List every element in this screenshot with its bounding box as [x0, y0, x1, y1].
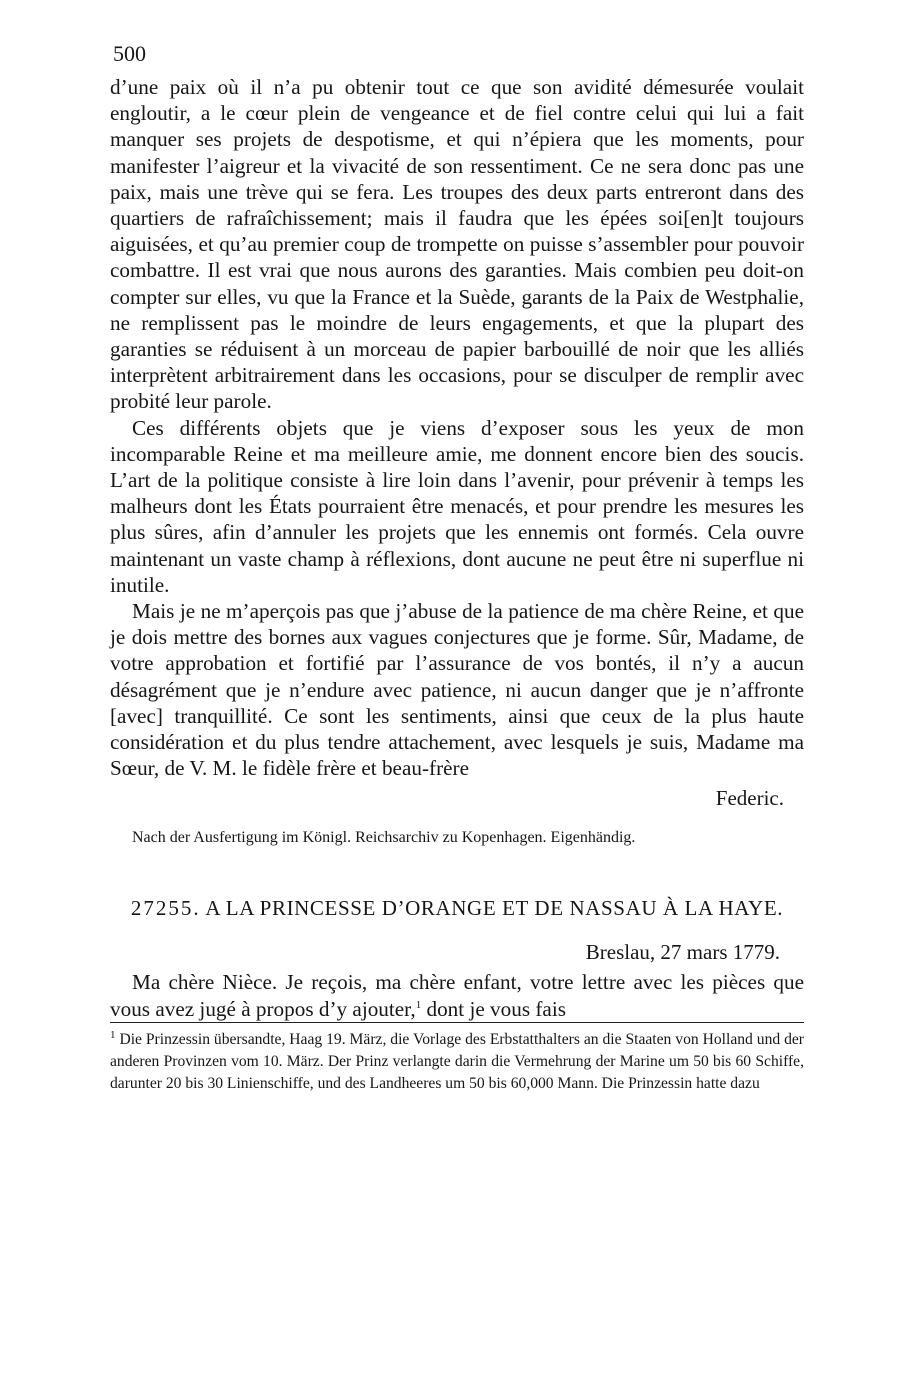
paragraph-2: Ces différents objets que je viens d’exposer sous les yeux de mon incomparable Reine et ma meilleure amie, me donnent encore bien des soucis. L’art de la politique consiste à lire loin dans l’avenir, pour prévenir à temps les malheurs dont les États pourraient être menacés, et pour prendre les mesures les plus sûres, afin d’annuler les projets que les ennemis ont formés. Cela ouvre maintenant un vaste champ à réflexions, dont aucune ne peut être ni superflue ni inutile.: [110, 415, 804, 597]
footnote-text: Die Prinzessin übersandte, Haag 19. März, die Vorlage des Erbstatthalters an die Staaten von Holland und der anderen Provinzen vom 10. März. Der Prinz verlangte darin die Vermehrung der Marine um 50 bis 60 Schiffe, darunter 20 bis 30 Linienschiffe, und des Landheeres um 50 bis 60,000 Mann. Die Prinzessin hatte dazu: [110, 1030, 804, 1092]
footnote-divider: [110, 1022, 804, 1023]
letter-opening: [110, 969, 804, 1021]
letter-opening-continuation: dont je vous fais: [421, 996, 566, 1021]
footnote-reference: 1: [415, 998, 422, 1011]
signature: Federic.: [715, 786, 784, 811]
dateline: Breslau, 27 mars 1779.: [585, 940, 780, 965]
footnote-marker: 1: [110, 1028, 116, 1041]
letter-heading: [110, 895, 804, 921]
paragraph-1: d’une paix où il n’a pu obtenir tout ce que son avidité démesurée voulait engloutir, a le cœur plein de vengeance et de fiel contre celui qui lui a fait manquer ses projets de despotisme, et qui n’épiera que les moments, pour manifester l’aigreur et la vivacité de son ressentiment. Ce ne sera donc pas une paix, mais une trève qui se fera. Les troupes des deux parts entreront dans des quartiers de rafraîchissement; mais il faudra que les épées soi[en]t toujours aiguisées, et qu’au premier coup de trompette on puisse s’assembler pour pouvoir combattre. Il est vrai que nous aurons des garanties. Mais combien peu doit-on compter sur elles, vu que la France et la Suède, garants de la Paix de Westphalie, ne remplissent pas le moindre de leurs engagements, et que la plupart des garanties se réduisent à un morceau de papier barbouillé de noir que les alliés interprètent arbitrairement dans les occasions, pour se disculper de remplir avec probité leur parole.: [110, 75, 804, 414]
source-note: Nach der Ausfertigung im Königl. Reichsarchiv zu Kopenhagen. Eigenhändig.: [132, 829, 636, 847]
letter-number: 27255.: [130, 896, 201, 921]
letter-recipient: A LA PRINCESSE D’ORANGE ET DE NASSAU À LA HAYE.: [205, 896, 784, 921]
letter-opening-text: Ma chère Nièce. Je reçois, ma chère enfant, votre lettre avec les pièces que vous avez jugé à propos d’y ajouter,: [110, 970, 804, 1021]
document-page: [110, 40, 804, 1095]
paragraph-3: Mais je ne m’aperçois pas que j’abuse de la patience de ma chère Reine, et que je dois mettre des bornes aux vagues conjectures que je forme. Sûr, Madame, de votre approbation et fortifié par l’assurance de vos bontés, il n’y a aucun désagrément que je n’endure avec patience, ni aucun danger que je n’affronte [avec] tranquillité. Ce sont les sentiments, ainsi que ceux de la plus haute considération et du plus tendre attachement, avec lesquels je suis, Madame ma Sœur, de V. M. le fidèle frère et beau-frère: [110, 599, 804, 781]
page-number: 500: [113, 41, 146, 66]
footnote: [110, 1029, 804, 1095]
